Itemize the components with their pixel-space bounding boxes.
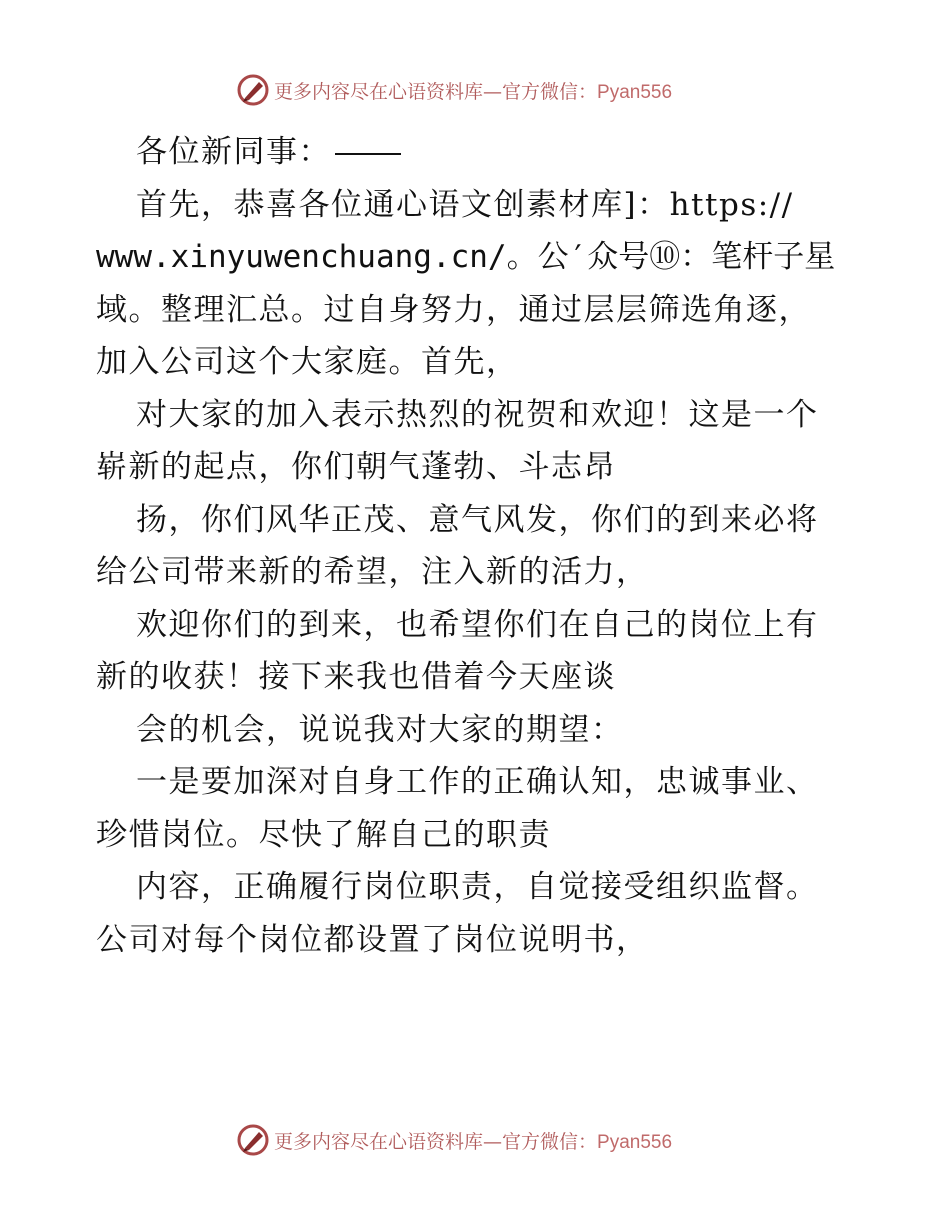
paragraph-line: 一是要加深对自身工作的正确认知，忠诚事业、 (136, 764, 819, 800)
paragraph-line: 珍惜岗位。尽快了解自己的职责 (96, 816, 551, 853)
paragraph-line: 新的收获！接下来我也借着今天座谈 (96, 659, 616, 695)
document-body (96, 126, 876, 966)
header-watermark (236, 72, 716, 108)
paragraph-line: 崭新的起点，你们朝气蓬勃、斗志昂 (96, 449, 616, 485)
paragraph-line: 内容，正确履行岗位职责，自觉接受组织监督。 (136, 869, 819, 905)
footer-watermark (236, 1122, 716, 1158)
pen-circle-icon (236, 73, 270, 107)
paragraph-line: 扬，你们风华正茂、意气风发，你们的到来必将 (136, 501, 819, 538)
paragraph-line: www.xinyuwenchuang.cn/。公′众号⑩：笔杆子星 (96, 239, 836, 275)
salutation-dash (335, 153, 401, 155)
paragraph-line: 对大家的加入表示热烈的祝贺和欢迎！这是一个 (136, 396, 819, 433)
paragraph-line: 给公司带来新的希望，注入新的活力， (96, 554, 649, 590)
paragraph-line: 公司对每个岗位都设置了岗位说明书， (96, 921, 649, 958)
paragraph-line: 域。整理汇总。过自身努力，通过层层筛选角逐， (96, 291, 811, 328)
paragraph-line: 加入公司这个大家庭。首先， (96, 344, 519, 380)
watermark-text: 更多内容尽在心语资料库—官方微信：Pyan556 (274, 1130, 673, 1153)
salutation-line: 各位新同事： (96, 126, 876, 179)
paragraph-line: 会的机会，说说我对大家的期望： (136, 711, 624, 748)
paragraph-line: 欢迎你们的到来，也希望你们在自己的岗位上有 (136, 606, 819, 643)
paragraph-line: 首先，恭喜各位通心语文创素材库]：https:// (136, 186, 794, 223)
watermark-text: 更多内容尽在心语资料库—官方微信：Pyan556 (274, 80, 673, 103)
pen-circle-icon (236, 1123, 270, 1157)
